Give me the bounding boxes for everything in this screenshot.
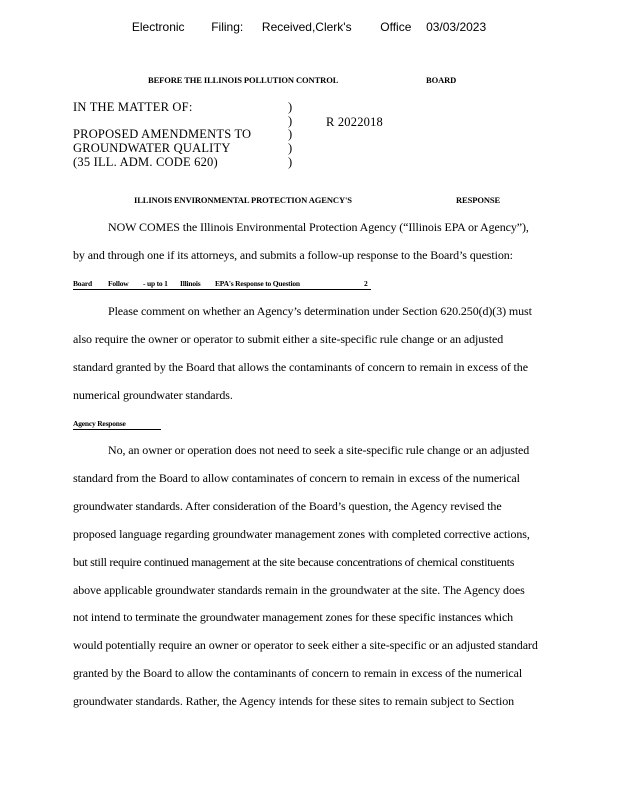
response-line-5: but still require continued management at the site because concentrations of chemical constituents [73,555,515,569]
filing-stamp-office: Office [380,20,412,34]
caption-paren: ) [288,155,293,169]
filing-stamp-date: 03/03/2023 [426,20,487,34]
response-line-2: standard from the Board to allow contaminates of concern to remain in excess of the numerical [73,471,520,485]
question-line-2: also require the owner or operator to submit either a site-specific rule change or an adjusted [73,332,504,346]
court-header-left: BEFORE THE ILLINOIS POLLUTION CONTROL [148,75,339,85]
section-heading-number: 2 [364,279,368,288]
caption-paren: ) [288,114,293,128]
caption-line-4: GROUNDWATER QUALITY [73,141,231,155]
response-line-10: groundwater standards. Rather, the Agency intends for these sites to remain subject to Section [73,694,515,708]
response-line-9: granted by the Board to allow the contaminants of concern to remain in excess of the numerical [73,666,523,680]
caption-line-3: PROPOSED AMENDMENTS TO [73,127,252,141]
filing-stamp [0,20,618,34]
response-line-3: groundwater standards. After consideration of the Board’s question, the Agency revised the [73,499,502,513]
filing-stamp-filing: Filing: [211,20,244,34]
docket-number: R 2022018 [326,115,384,129]
section-heading-illinois: Illinois [180,279,201,288]
question-line-1: Please comment on whether an Agency’s determination under Section 620.250(d)(3) must [108,304,532,318]
section-heading-board: Board [73,279,93,288]
response-line-8: would potentially require an owner or operator to seek either a site-specific or an adjusted standard [73,638,538,652]
agency-response-label: Agency Response [73,419,126,428]
document-title-right: RESPONSE [456,195,501,205]
section-heading-underline [73,289,371,290]
intro-line-2: by and through one if its attorneys, and submits a follow-up response to the Board’s question: [73,248,513,262]
response-line-6: above applicable groundwater standards remain in the groundwater at the site. The Agency does [73,583,525,597]
section-heading-epa: EPA's Response to Question [215,279,300,288]
section-heading-follow: Follow [108,279,129,288]
court-header-right: BOARD [426,75,457,85]
response-line-1: No, an owner or operation does not need to seek a site-specific rule change or an adjusted [108,443,530,457]
caption-line-5: (35 ILL. ADM. CODE 620) [73,155,218,169]
response-line-4: proposed language regarding groundwater management zones with completed corrective actions, [73,527,530,541]
caption-paren: ) [288,100,293,114]
question-line-3: standard granted by the Board that allows the contaminants of concern to remain in excess of the [73,360,528,374]
response-line-7: not intend to terminate the groundwater management zones for these specific instances which [73,610,514,624]
intro-line-1: NOW COMES the Illinois Environmental Protection Agency (“Illinois EPA or Agency”), [108,220,529,234]
filing-stamp-received: Received,Clerk's [261,20,352,34]
caption-paren: ) [288,127,293,141]
question-line-4: numerical groundwater standards. [73,388,233,402]
section-heading-up-to: - up to 1 [143,279,168,288]
document-title-left: ILLINOIS ENVIRONMENTAL PROTECTION AGENCY'S [134,195,352,205]
agency-response-underline [73,429,161,430]
caption-paren: ) [288,141,293,155]
caption-line-1: IN THE MATTER OF: [73,100,193,114]
filing-stamp-label: Electronic [131,20,185,34]
